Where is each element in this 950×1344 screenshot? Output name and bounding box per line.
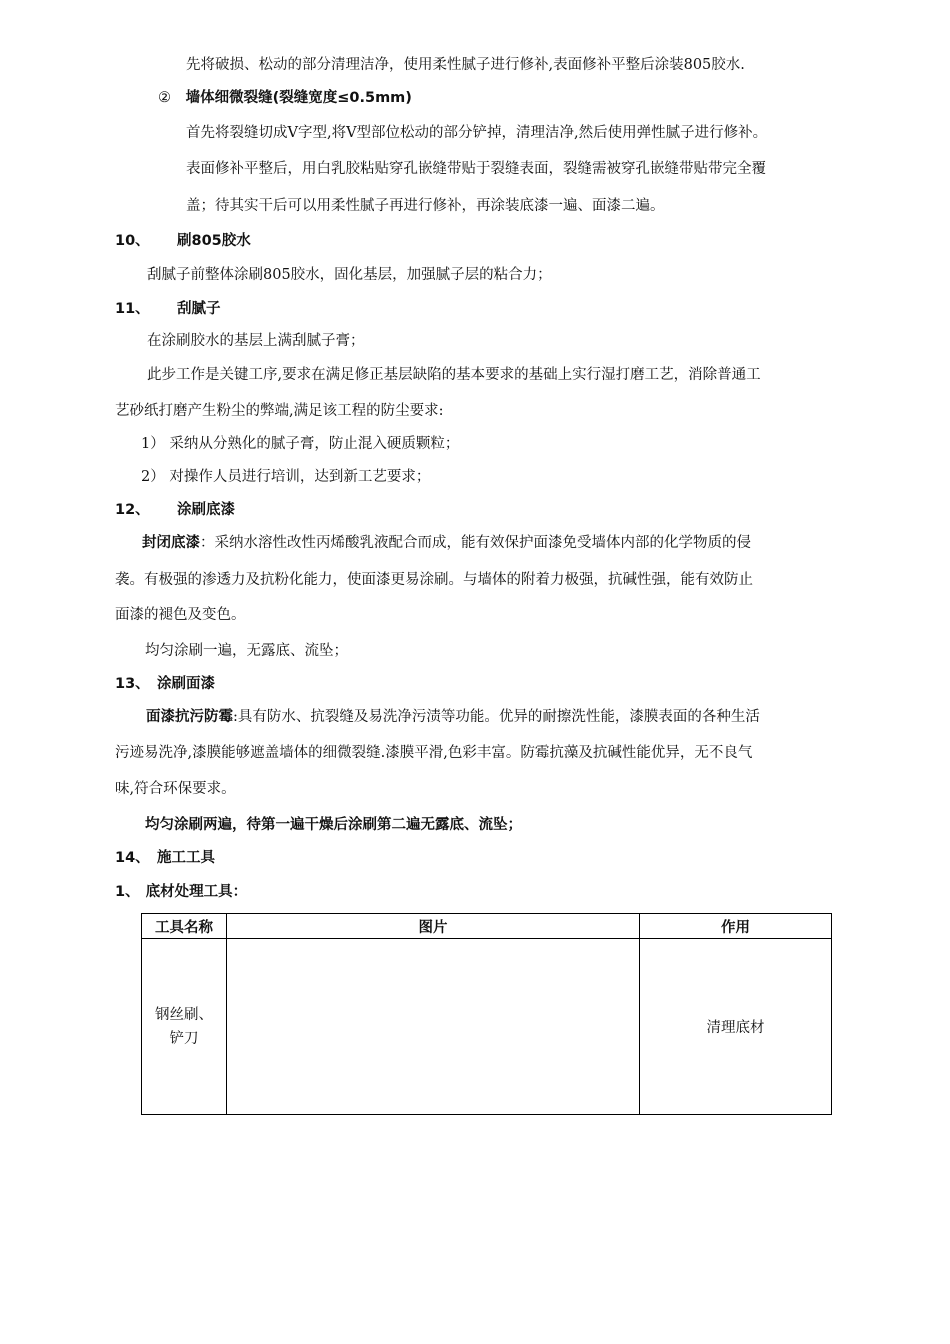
section-number: 12、: [115, 502, 150, 518]
section-number: 13、: [115, 676, 150, 692]
text-line: 在涂刷胶水的基层上满刮腻子膏；: [147, 333, 365, 349]
term-description: ：采纳水溶性改性丙烯酸乳液配合而成，能有效保护面漆免受墙体内部的化学物质的侵: [200, 535, 751, 551]
text-line: 艺砂纸打磨产生粉尘的弊端,满足该工程的防尘要求:: [115, 403, 444, 419]
header-use: 作用: [640, 914, 832, 939]
header-tool-name: 工具名称: [142, 914, 227, 939]
text-line: 袭。有极强的渗透力及抗粉化能力，使面漆更易涂刷。与墙体的附着力极强，抗碱性强，能有效防止: [115, 572, 753, 588]
section-heading-14: [115, 848, 215, 868]
section-heading-11: [115, 299, 221, 319]
subsection-title: 底材处理工具：: [145, 884, 248, 900]
section-number: 10、: [115, 233, 150, 249]
table-header-row: [142, 914, 832, 939]
subheading-crack-title: 墙体细微裂缝(裂缝宽度≤0.5mm): [185, 90, 412, 106]
cell-tool-name: [142, 939, 227, 1115]
section-title: 涂刷底漆: [177, 502, 235, 518]
tool-name-line: 钢丝刷、: [155, 1006, 213, 1023]
subheading-crack: [158, 88, 412, 108]
section-title: 涂刷面漆: [157, 676, 215, 692]
text-line: 盖；待其实干后可以用柔性腻子再进行修补，再涂装底漆一遍、面漆二遍。: [186, 198, 665, 214]
text-line: 均匀涂刷一遍，无露底、流坠；: [145, 643, 348, 659]
text-line: 表面修补平整后，用白乳胶粘贴穿孔嵌缝带贴于裂缝表面，裂缝需被穿孔嵌缝带贴带完全覆: [186, 161, 766, 177]
text-line: [142, 533, 751, 553]
term-label: 封闭底漆: [142, 535, 200, 551]
tools-table: [141, 913, 832, 1115]
section-title: 刷805胶水: [177, 233, 251, 249]
table-row: [142, 939, 832, 1115]
text-line: 先将破损、松动的部分清理洁净，使用柔性腻子进行修补,表面修补平整后涂装805胶水.: [186, 57, 745, 73]
text-line: 味,符合环保要求。: [115, 781, 236, 797]
tool-name-line: 铲刀: [169, 1030, 199, 1047]
cell-use: 清理底材: [640, 939, 832, 1115]
section-number: 11、: [115, 301, 150, 317]
term-label: 面漆抗污防霉: [146, 709, 233, 725]
text-line: 污迹易洗净,漆膜能够遮盖墙体的细微裂缝.漆膜平滑,色彩丰富。防霉抗藻及抗碱性能优异，无不良气: [115, 745, 753, 761]
header-picture: 图片: [227, 914, 640, 939]
text-line: 首先将裂缝切成V字型,将V型部位松动的部分铲掉，清理洁净,然后使用弹性腻子进行修补。: [186, 125, 768, 141]
text-line: 此步工作是关键工序,要求在满足修正基层缺陷的基本要求的基础上实行湿打磨工艺，消除普通工: [147, 367, 761, 383]
text-line-bold: 均匀涂刷两遍，待第一遍干燥后涂刷第二遍无露底、流坠；: [145, 817, 522, 833]
text-line: 面漆的褪色及变色。: [115, 607, 246, 623]
text-line: 刮腻子前整体涂刷805胶水，固化基层，加强腻子层的粘合力；: [147, 267, 552, 283]
cell-picture: [227, 939, 640, 1115]
section-number: 14、: [115, 850, 150, 866]
term-description: :具有防水、抗裂缝及易洗净污渍等功能。优异的耐擦洗性能，漆膜表面的各种生活: [233, 709, 760, 725]
list-item: 1） 采纳从分熟化的腻子膏，防止混入硬质颗粒；: [141, 436, 460, 452]
list-marker: ②: [158, 90, 171, 106]
section-title: 刮腻子: [177, 301, 221, 317]
list-item: 2） 对操作人员进行培训，达到新工艺要求；: [141, 469, 431, 485]
section-heading-10: [115, 231, 251, 251]
section-heading-12: [115, 500, 235, 520]
section-heading-13: [115, 674, 215, 694]
subsection-number: 1、: [115, 884, 140, 900]
section-title: 施工工具: [157, 850, 215, 866]
text-line: [146, 707, 760, 727]
subsection-heading-1: [115, 882, 247, 902]
